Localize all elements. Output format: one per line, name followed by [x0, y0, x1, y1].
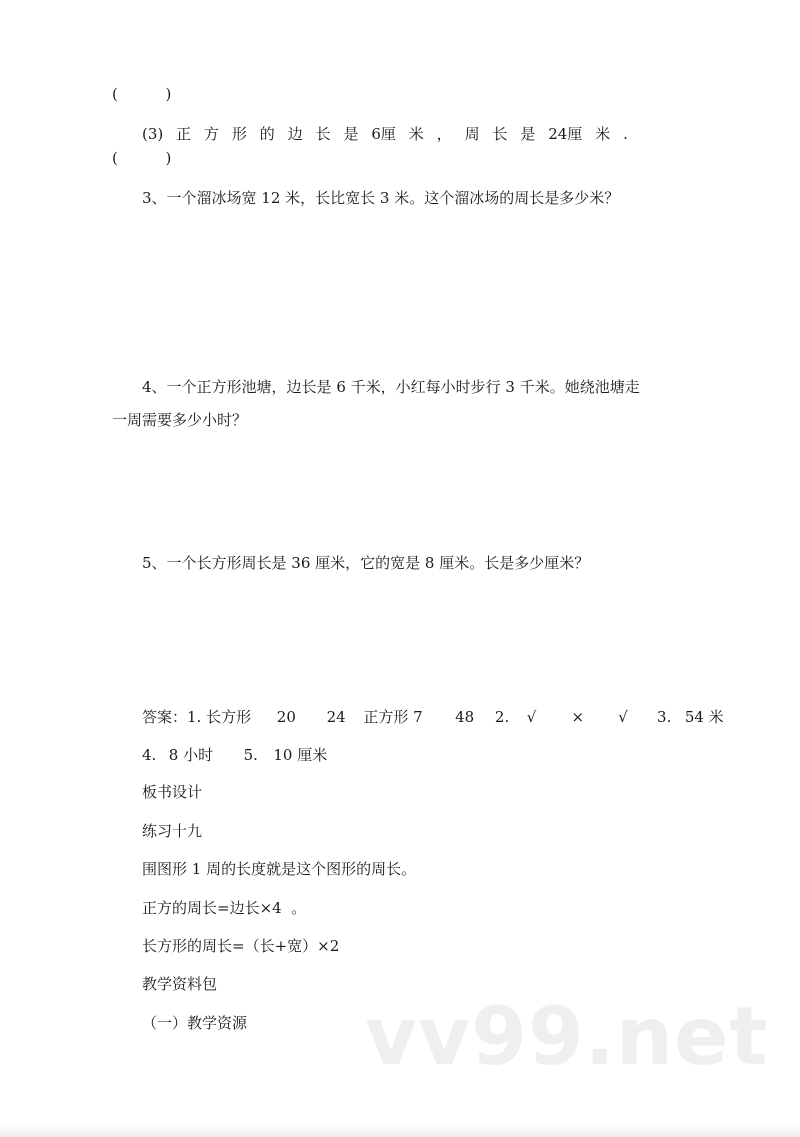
answer-blank-2: ( ) [112, 149, 172, 167]
answer-item: 20 [276, 708, 296, 726]
q2-3-part: . [623, 125, 628, 143]
question-4-line-1: 4、一个正方形池塘，边长是 6 千米，小红每小时步行 3 千米。她绕池塘走 [142, 378, 640, 396]
q2-3-part: 长 [492, 125, 508, 143]
q2-3-part: 米 [408, 125, 424, 143]
question-3: 3、一个溜冰场宽 12 米，长比宽长 3 米。这个溜冰场的周长是多少米？ [142, 189, 620, 207]
answer-item: 24 [326, 708, 346, 726]
answer-item: 4. [142, 746, 157, 764]
q2-3-part: 24厘 [548, 125, 583, 143]
q2-3-part: 边 [287, 125, 303, 143]
answer-item: 48 [455, 708, 475, 726]
square-perimeter-formula: 正方的周长=边长×4 。 [142, 899, 307, 917]
answer-item: 3. [657, 708, 672, 726]
q2-3-part: 形 [231, 125, 247, 143]
q2-3-part: 是 [343, 125, 359, 143]
answer-blank-1: ( ) [112, 85, 172, 103]
answer-item: 10 厘米 [273, 746, 328, 764]
q2-3-part: (3) [142, 125, 164, 143]
answers-line-1 [142, 707, 724, 727]
q2-3-part: 6厘 [371, 125, 396, 143]
q2-3-part: 正 [176, 125, 192, 143]
resource-section-heading: （一）教学资源 [142, 1014, 248, 1032]
answer-item: √ [526, 708, 537, 726]
answer-item: 54 米 [684, 708, 724, 726]
answer-item: √ [618, 708, 628, 726]
answer-item: 8 小时 [168, 746, 214, 764]
q2-3-part: 米 [595, 125, 611, 143]
answer-item: 2. [494, 708, 510, 726]
resource-pack-heading: 教学资料包 [142, 975, 218, 993]
perimeter-definition: 围图形 1 周的长度就是这个图形的周长。 [142, 860, 417, 878]
q2-3-part: 的 [259, 125, 275, 143]
q2-3-part: 是 [520, 125, 536, 143]
answers-line-2 [142, 745, 327, 765]
board-design-heading: 板书设计 [142, 783, 203, 801]
question-4-line-2: 一周需要多少小时？ [112, 411, 248, 429]
answer-item: × [571, 708, 585, 726]
question-5: 5、一个长方形周长是 36 厘米，它的宽是 8 厘米。长是多少厘米？ [142, 554, 590, 572]
answer-item: 正方形 7 [363, 708, 423, 726]
page-bottom-shadow [0, 1125, 800, 1137]
practice-title: 练习十九 [142, 822, 203, 840]
site-watermark: vv99.net [365, 990, 769, 1083]
q2-3-part: 长 [315, 125, 331, 143]
q2-3-part: ， [436, 125, 452, 143]
rectangle-perimeter-formula: 长方形的周长=（长+宽）×2 [142, 937, 340, 955]
q2-3-part: 周 [464, 125, 480, 143]
answer-item: 5. [243, 746, 258, 764]
q2-3-part: 方 [204, 125, 220, 143]
answer-item: 答案：1. 长方形 [142, 708, 252, 726]
question-2-3 [142, 124, 628, 144]
